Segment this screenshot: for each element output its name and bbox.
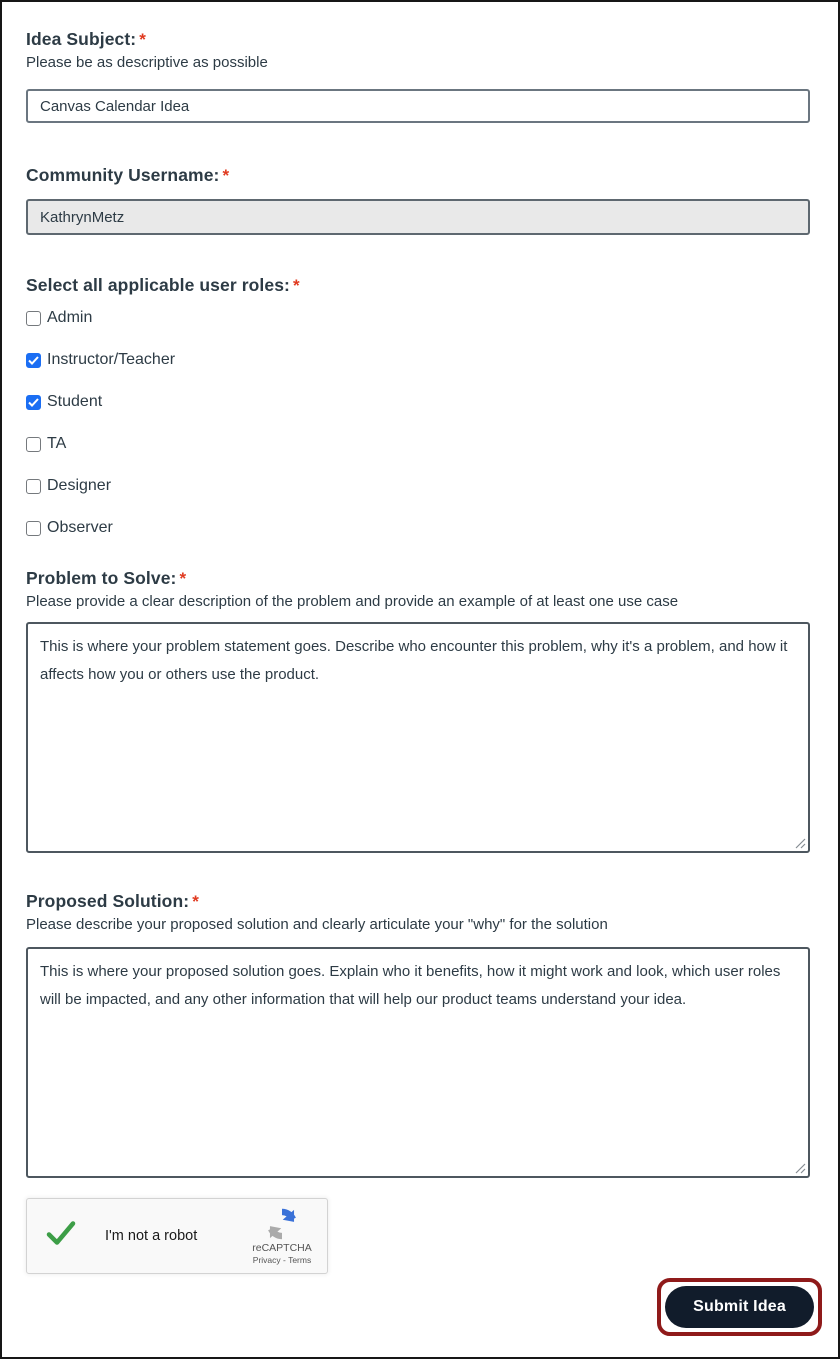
checkbox-row-admin[interactable]: Admin (26, 308, 810, 328)
required-asterisk: * (192, 892, 199, 911)
recaptcha-logo-icon (265, 1207, 299, 1241)
recaptcha-wordmark: reCAPTCHA (252, 1242, 312, 1254)
user-roles-label: Select all applicable user roles: * (26, 275, 300, 295)
field-proposed-solution (26, 891, 810, 1178)
user-roles-list (26, 308, 810, 538)
field-community-username (26, 165, 810, 235)
required-asterisk: * (292, 276, 300, 295)
recaptcha-widget[interactable] (26, 1198, 328, 1274)
resize-grip-icon[interactable] (795, 838, 806, 849)
required-asterisk: * (222, 166, 230, 185)
resize-grip-icon[interactable] (795, 1163, 806, 1174)
checkbox-row-observer[interactable]: Observer (26, 518, 810, 538)
required-asterisk: * (139, 30, 146, 49)
checkbox-row-student[interactable]: Student (26, 392, 810, 412)
recaptcha-brand (251, 1207, 313, 1265)
checkbox-instructor-teacher[interactable] (26, 353, 41, 368)
checkbox-admin[interactable] (26, 311, 41, 326)
terms-link[interactable]: Terms (288, 1255, 312, 1265)
problem-label: Problem to Solve: * (26, 568, 187, 588)
community-username-input (26, 199, 810, 235)
idea-subject-label: Idea Subject: * (26, 29, 146, 49)
checkbox-row-ta[interactable]: TA (26, 434, 810, 454)
solution-helper: Please describe your proposed solution and clearly articulate your "why" for the solution (26, 916, 608, 933)
recaptcha-links: Privacy - Terms (252, 1255, 312, 1265)
solution-textarea[interactable] (26, 947, 810, 1178)
solution-label: Proposed Solution: * (26, 891, 199, 911)
problem-helper: Please provide a clear description of the problem and provide an example of at least one use case (26, 593, 679, 610)
community-username-label: Community Username: * (26, 165, 230, 185)
solution-textarea-wrap (26, 947, 810, 1178)
privacy-link[interactable]: Privacy (252, 1255, 281, 1265)
field-user-roles (26, 275, 810, 538)
checkbox-designer[interactable] (26, 479, 41, 494)
submit-row (26, 1278, 822, 1336)
idea-subject-helper: Please be as descriptive as possible (26, 54, 268, 71)
submit-idea-button[interactable]: Submit Idea (665, 1286, 814, 1328)
checkbox-observer[interactable] (26, 521, 41, 536)
recaptcha-label: I'm not a robot (105, 1228, 198, 1244)
checkbox-row-designer[interactable]: Designer (26, 476, 810, 496)
idea-subject-input[interactable] (26, 89, 810, 123)
checkbox-student[interactable] (26, 395, 41, 410)
checkbox-row-instructor-teacher[interactable]: Instructor/Teacher (26, 350, 810, 370)
checkbox-ta[interactable] (26, 437, 41, 452)
required-asterisk: * (179, 569, 187, 588)
idea-submission-form (2, 2, 838, 1336)
recaptcha-check-icon (46, 1221, 76, 1247)
field-problem-to-solve (26, 568, 810, 853)
annotation-highlight (657, 1278, 822, 1336)
problem-textarea[interactable] (26, 622, 810, 853)
field-idea-subject (26, 29, 810, 123)
problem-textarea-wrap (26, 622, 810, 853)
